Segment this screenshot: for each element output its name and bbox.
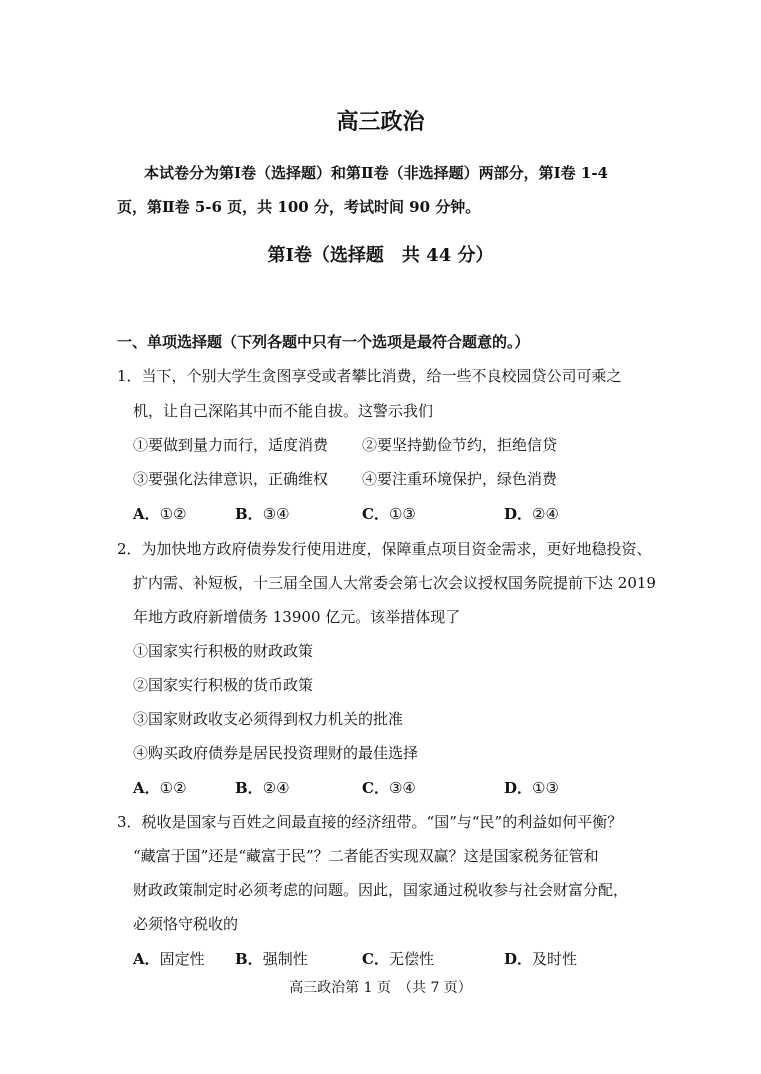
q2-stem-line-1: 2．为加快地方政府债券发行使用进度，保障重点项目资金需求，更好地稳投资、 (117, 540, 652, 558)
q1-option-b (235, 504, 290, 524)
q2-option-d (504, 778, 559, 798)
q2-statement-1: ①国家实行积极的财政政策 (133, 642, 314, 660)
option-label: D． (504, 950, 533, 968)
q1-statement-2: ②要坚持勤俭节约，拒绝信贷 (362, 436, 558, 454)
option-text: ②④ (532, 505, 559, 523)
q3-stem-line-1: 3．税收是国家与百姓之间最直接的经济纽带。“国”与“民”的利益如何平衡？ (117, 813, 623, 831)
option-label: B． (235, 950, 263, 968)
option-text: ①② (159, 505, 187, 523)
q1-statement-3: ③要强化法律意识，正确维权 (133, 470, 329, 488)
intro-line-1: 本试卷分为第Ⅰ卷（选择题）和第Ⅱ卷（非选择题）两部分，第Ⅰ卷 1-4 (144, 164, 608, 182)
option-text: ②④ (262, 779, 290, 797)
option-label: D． (504, 779, 533, 797)
page-title: 高三政治 (336, 109, 425, 135)
option-text: ③④ (262, 505, 290, 523)
option-text: 及时性 (532, 950, 578, 968)
q2-statement-4: ④购买政府债券是居民投资理财的最佳选择 (133, 744, 419, 762)
q1-option-c (362, 504, 416, 524)
q3-option-b (235, 949, 308, 969)
option-text: ①② (159, 779, 187, 797)
q1-stem-line-1: 1．当下，个别大学生贪图享受或者攀比消费，给一些不良校园贷公司可乘之 (117, 367, 622, 385)
option-text: ①③ (388, 505, 416, 523)
q3-option-d (504, 949, 577, 969)
option-text: ①③ (532, 779, 559, 797)
option-text: ③④ (388, 779, 416, 797)
q2-statement-3: ③国家财政收支必须得到权力机关的批准 (133, 710, 404, 728)
option-text: 固定性 (159, 950, 205, 968)
option-label: C． (362, 779, 389, 797)
q1-option-a (133, 504, 187, 524)
q3-stem-line-4: 必须恪守税收的 (133, 915, 239, 933)
q1-statement-4: ④要注重环境保护，绿色消费 (362, 470, 558, 488)
page-footer: 高三政治第 1 页 （共 7 页） (289, 980, 472, 996)
q2-option-a (133, 778, 187, 798)
q2-option-b (235, 778, 290, 798)
option-label: A． (133, 505, 160, 523)
q3-stem-line-2: “藏富于国”还是“藏富于民”？二者能否实现双赢？这是国家税务征管和 (133, 847, 599, 865)
q3-option-c (362, 949, 434, 969)
option-text: 无偿性 (388, 950, 434, 968)
q3-stem-line-3: 财政政策制定时必须考虑的问题。因此，国家通过税收参与社会财富分配， (133, 881, 629, 899)
option-label: B． (235, 779, 263, 797)
q2-stem-line-3: 年地方政府新增债务 13900 亿元。该举措体现了 (133, 608, 461, 626)
option-label: D． (504, 505, 533, 523)
option-text: 强制性 (262, 950, 308, 968)
q1-statement-1: ①要做到量力而行，适度消费 (133, 436, 329, 454)
intro-line-2: 页，第Ⅱ卷 5-6 页，共 100 分，考试时间 90 分钟。 (117, 198, 481, 216)
part1-title: 第Ⅰ卷（选择题 共 44 分） (267, 245, 494, 266)
q2-stem-line-2: 扩内需、补短板，十三届全国人大常委会第七次会议授权国务院提前下达 2019 (133, 574, 656, 592)
q2-option-c (362, 778, 416, 798)
option-label: C． (362, 950, 389, 968)
section-heading: 一、单项选择题（下列各题中只有一个选项是最符合题意的。） (117, 333, 530, 351)
q3-option-a (133, 949, 205, 969)
option-label: A． (133, 950, 160, 968)
q1-option-d (504, 504, 559, 524)
option-label: A． (133, 779, 160, 797)
option-label: B． (235, 505, 263, 523)
option-label: C． (362, 505, 389, 523)
q1-stem-line-2: 机，让自己深陷其中而不能自拔。这警示我们 (133, 402, 434, 420)
q2-statement-2: ②国家实行积极的货币政策 (133, 676, 314, 694)
